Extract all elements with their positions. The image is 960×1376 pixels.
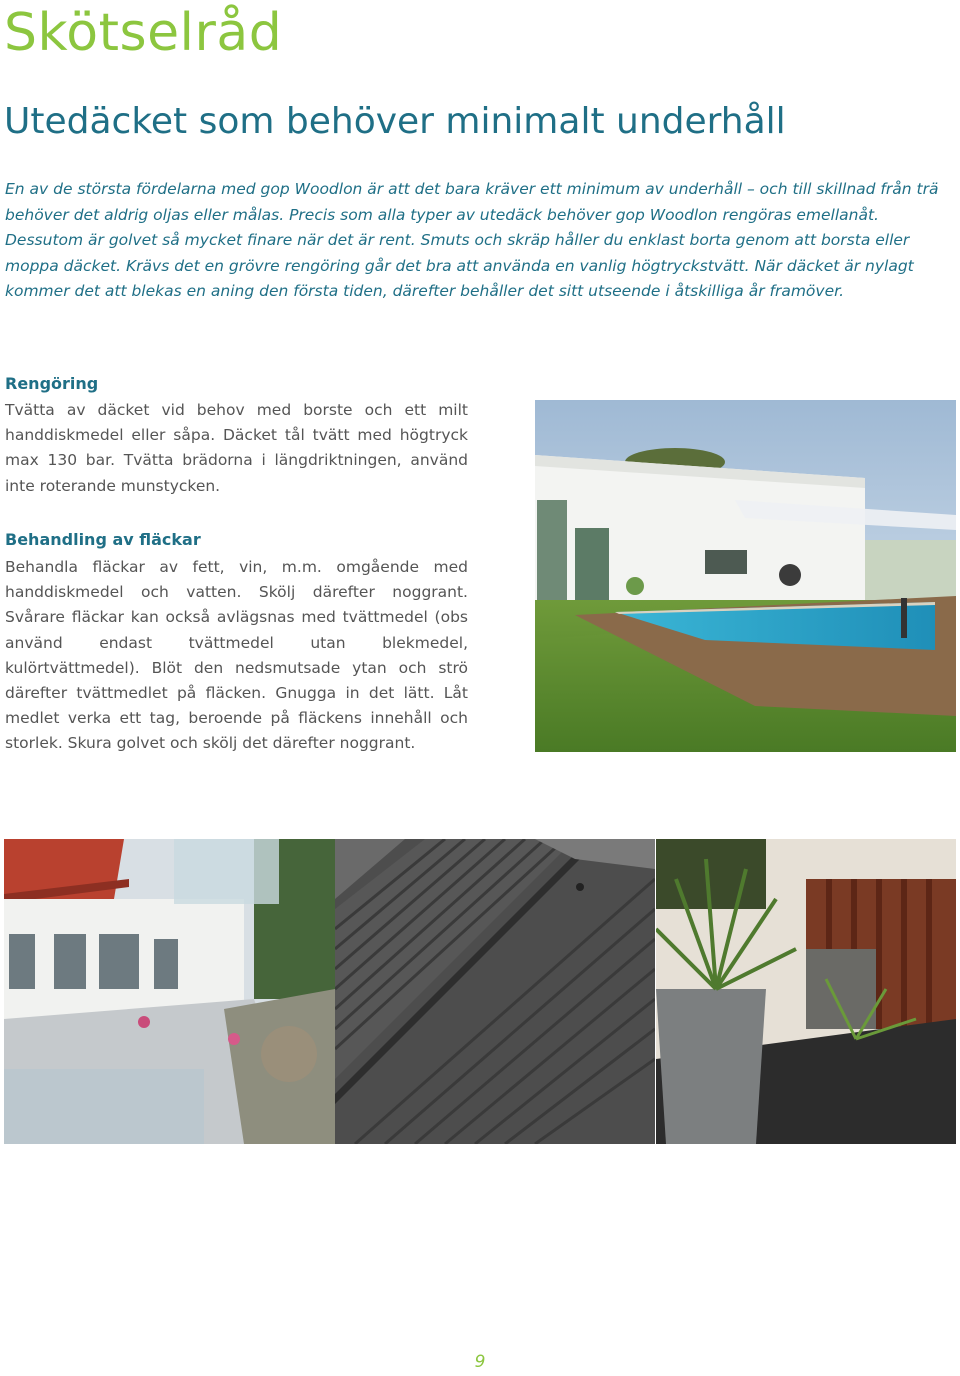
pool-deck-photo (535, 400, 956, 752)
page-subtitle: Utedäcket som behöver minimalt underhåll (4, 101, 786, 142)
decking-closeup-photo (335, 839, 655, 1144)
page-title: Skötselråd (4, 3, 283, 63)
balcony-plants-photo (656, 839, 956, 1144)
intro-paragraph: En av de största fördelarna med gop Woodlon är att det bara kräver ett minimum av underhåll – och till skillnad från trä behöver det aldrig oljas eller målas. Precis som alla typer av utedäck behöver gop Woodlon rengöras emellanåt. Dessutom är golvet så mycket finare när det är rent. Smuts och skräp håller du enklast borta genom att borsta eller moppa däcket. Krävs det en grövre rengöring går det bra att använda en vanlig högtryckstvätt. När däcket är nylagt kommer det att blekas en aning den första tiden, därefter behåller det sitt utseende i åtskilliga år framöver. (5, 180, 939, 300)
page-number: 9 (474, 1352, 486, 1372)
house-terrace-photo (4, 839, 335, 1144)
cleaning-body: Tvätta av däcket vid behov med borste och ett milt handdiskmedel eller såpa. Däcket tål tvätt med högtryck max 130 bar. Tvätta brädorna i längdriktningen, använd inte roterande munstycken. (5, 401, 468, 495)
stains-heading: Behandling av fläckar (5, 530, 201, 549)
cleaning-heading: Rengöring (5, 374, 99, 393)
stains-body: Behandla fläckar av fett, vin, m.m. omgående med handdiskmedel och vatten. Skölj därefter noggrant. Svårare fläckar kan också avlägsnas med tvättmedel (obs använd endast tvättmedel utan blekmedel, kulörtvättmedel). Blöt den nedsmutsade ytan och strö därefter tvättmedlet på fläcken. Gnugga in det lätt. Låt medlet verka ett tag, beroende på fläckens innehåll och storlek. Skura golvet och skölj det därefter noggrant. (5, 558, 468, 753)
